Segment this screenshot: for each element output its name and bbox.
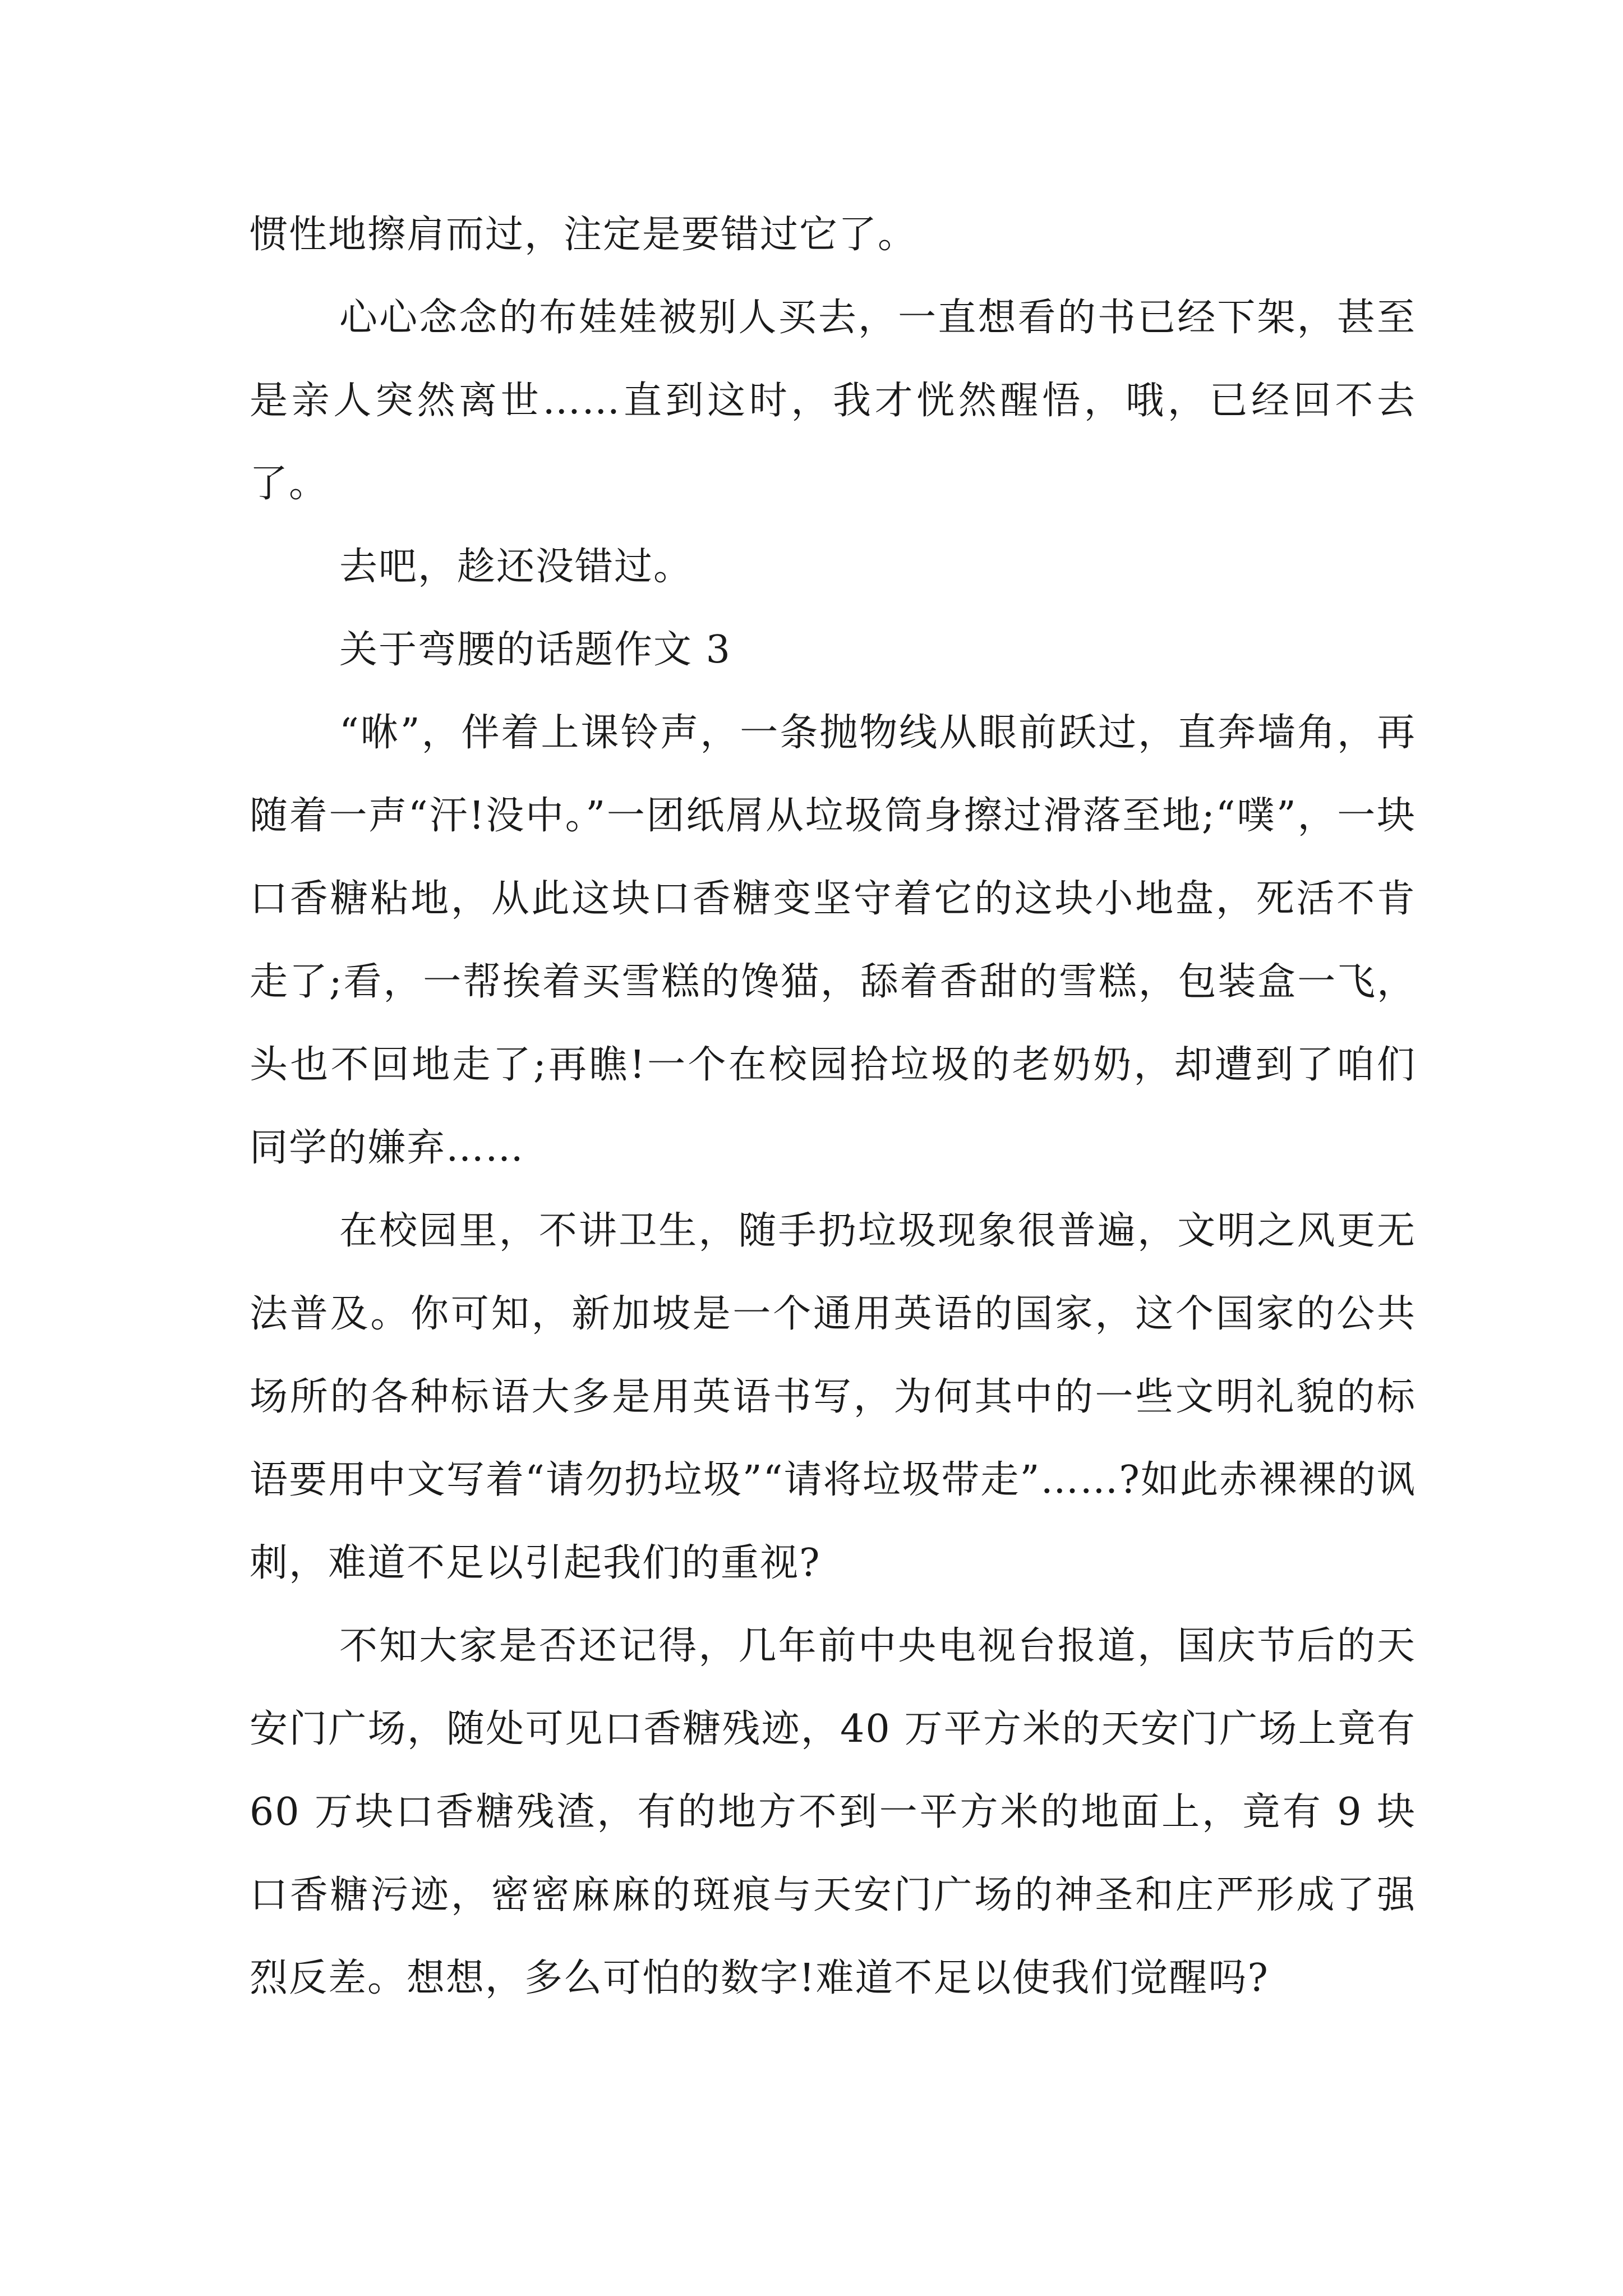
paragraph-5: “咻”，伴着上课铃声，一条抛物线从眼前跃过，直奔墙角，再随着一声“汗!没中。”一团纸屑从垃圾筒身擦过滑落至地;“噗”，一块口香糖粘地，从此这块口香糖变坚守着它的这块小地盘，死活不肯走了;看，一帮挨着买雪糕的馋猫，舔着香甜的雪糕，包装盒一飞，头也不回地走了;再瞧!一个在校园拾垃圾的老奶奶，却遭到了咱们同学的嫌弃…… xyxy=(250,711,1416,1170)
paragraph-1: 惯性地擦肩而过，注定是要错过它了。 xyxy=(250,213,917,257)
essay-title: 关于弯腰的话题作文 3 xyxy=(339,628,731,672)
document-body xyxy=(250,194,1416,2020)
paragraph-2: 心心念念的布娃娃被别人买去，一直想看的书已经下架，甚至是亲人突然离世……直到这时，我才恍然醒悟，哦，已经回不去了。 xyxy=(250,296,1416,506)
paragraph-6: 在校园里，不讲卫生，随手扔垃圾现象很普遍，文明之风更无法普及。你可知，新加坡是一个通用英语的国家，这个国家的公共场所的各种标语大多是用英语书写，为何其中的一些文明礼貌的标语要用中文写着“请勿扔垃圾”“请将垃圾带走”……?如此赤裸裸的讽刺，难道不足以引起我们的重视? xyxy=(250,1209,1416,1585)
paragraph-7: 不知大家是否还记得，几年前中央电视台报道，国庆节后的天安门广场，随处可见口香糖残迹，40 万平方米的天安门广场上竟有 60 万块口香糖残渣，有的地方不到一平方米的地面上，竟有 9 块口香糖污迹，密密麻麻的斑痕与天安门广场的神圣和庄严形成了强烈反差。想想，多么可怕的数字!难道不足以使我们觉醒吗? xyxy=(250,1624,1416,2000)
paragraph-3: 去吧，趁还没错过。 xyxy=(339,545,693,589)
